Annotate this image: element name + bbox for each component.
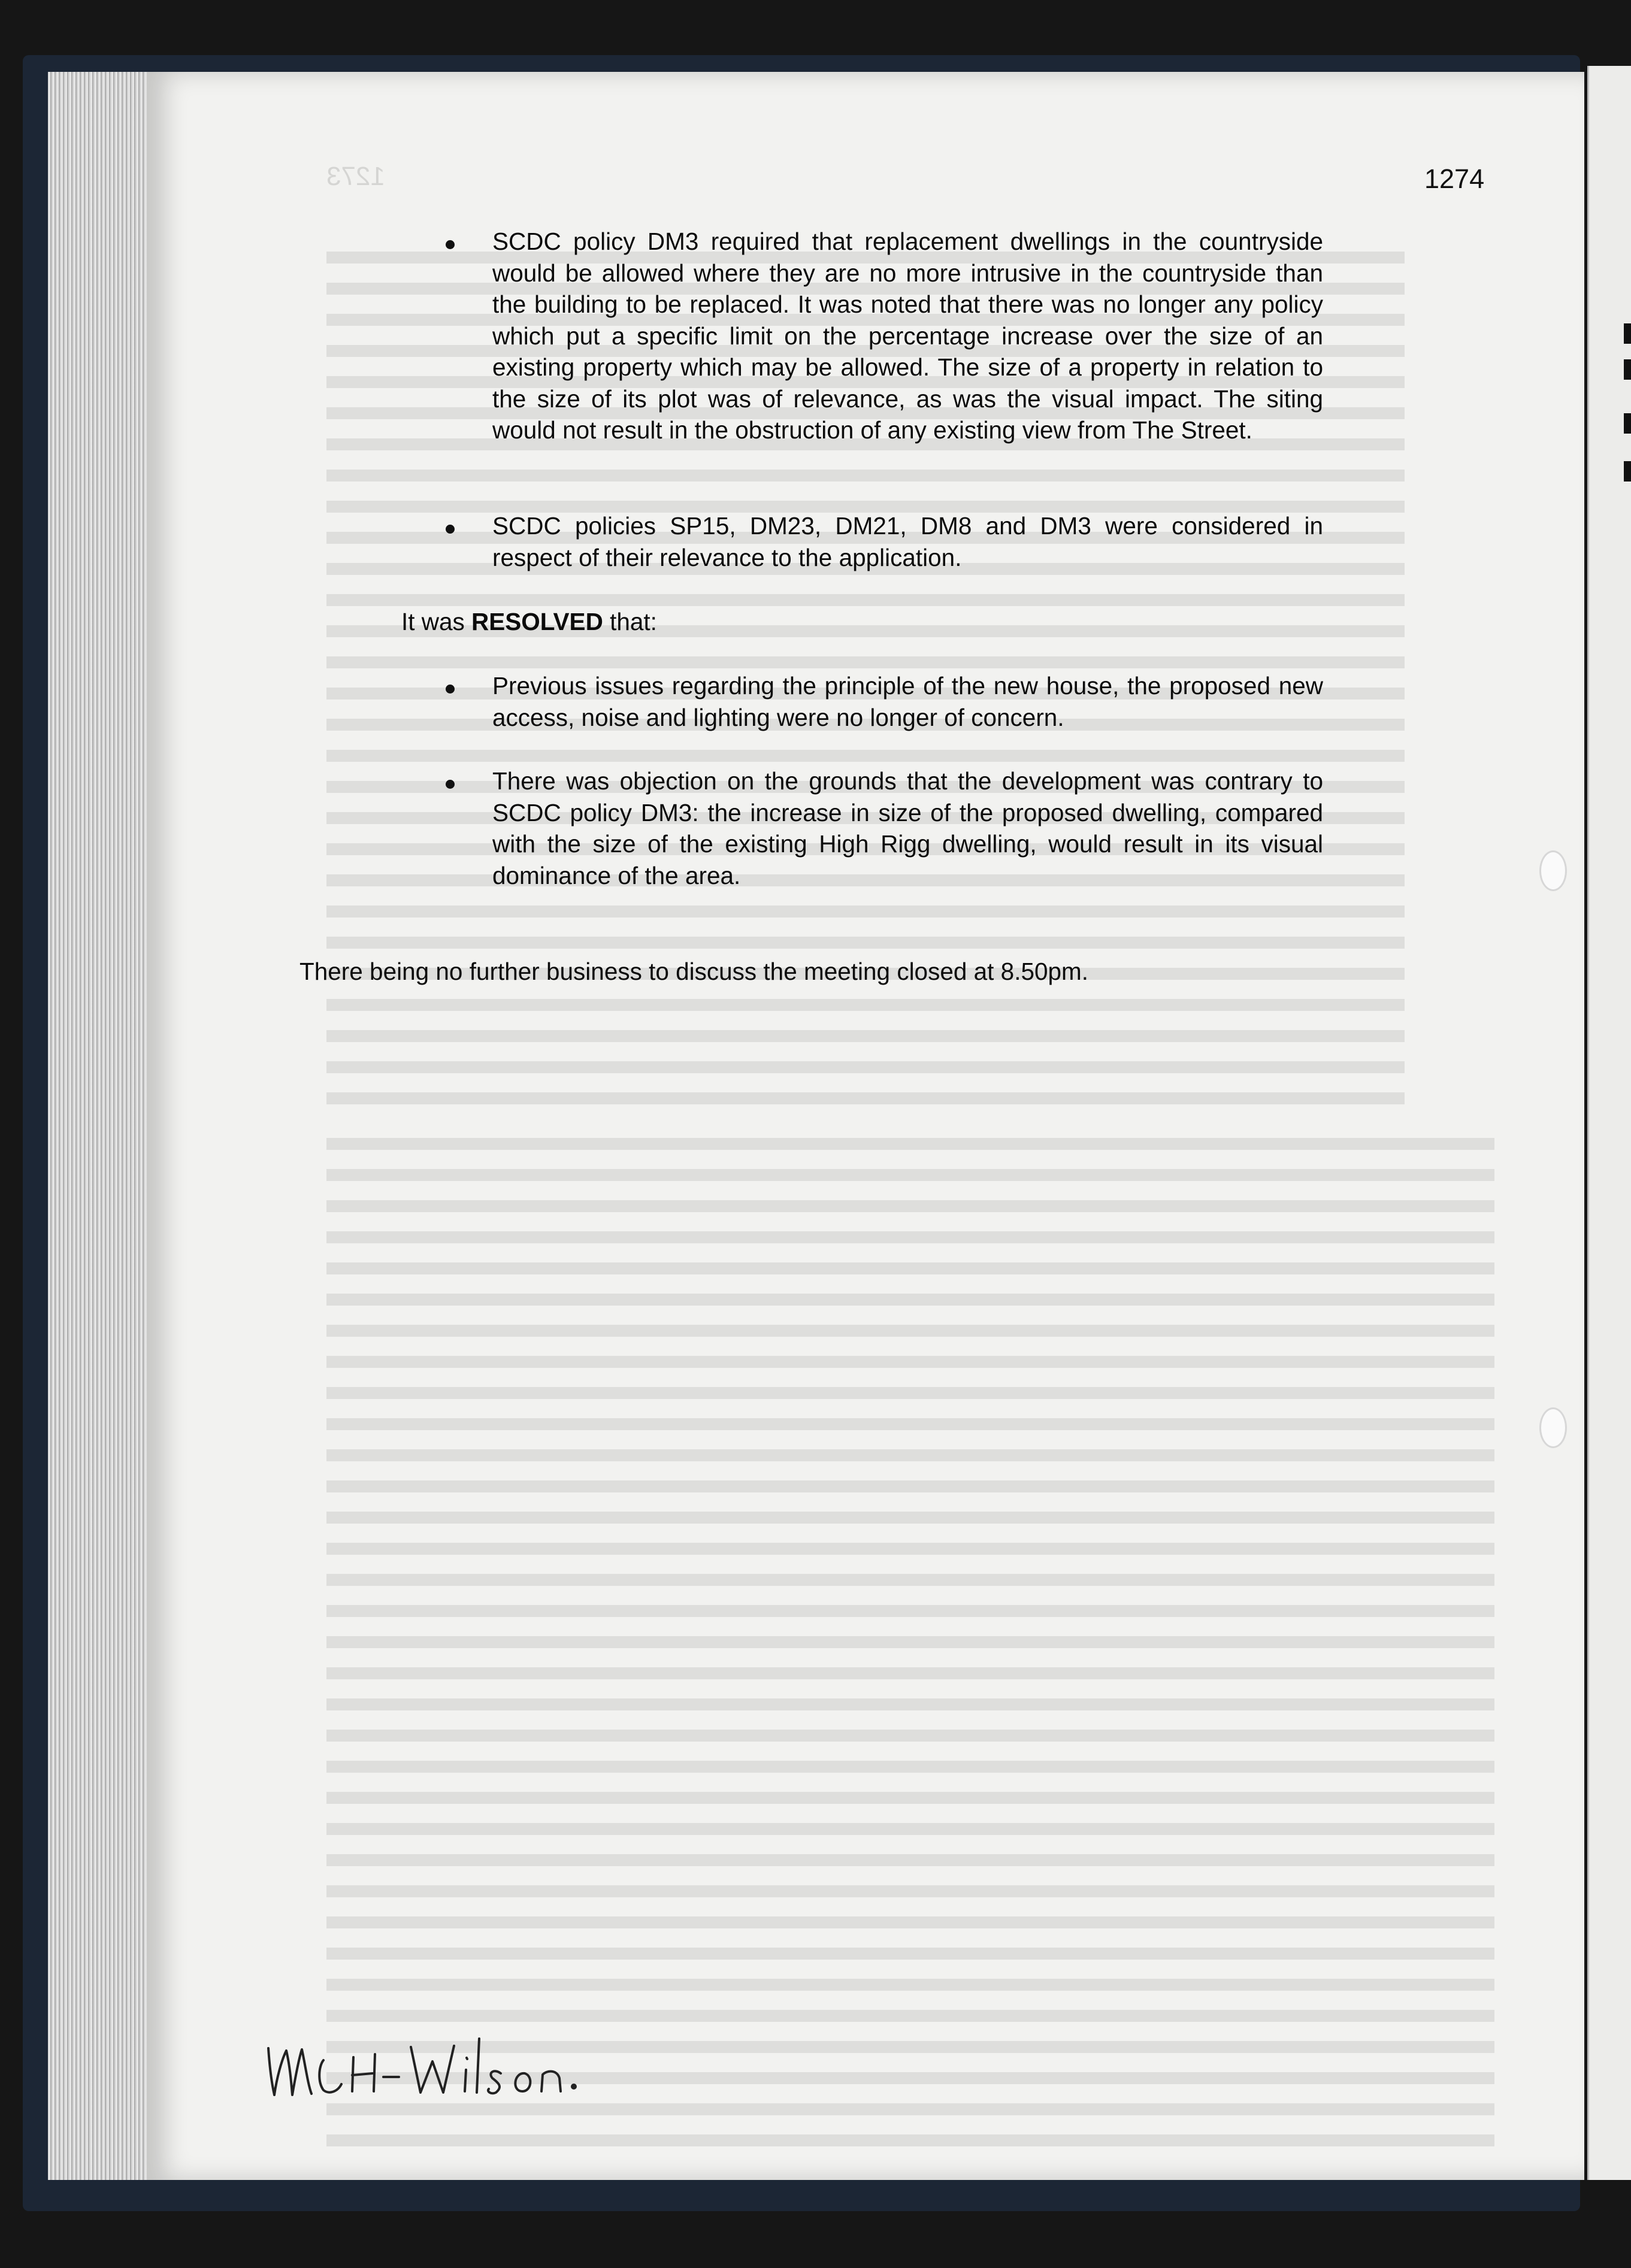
punch-hole — [1539, 850, 1567, 891]
closing-statement: There being no further business to discuss the meeting closed at 8.50pm. — [299, 958, 1089, 985]
policy-dm3-paragraph: SCDC policy DM3 required that replacement dwellings in the countryside would be allowed where they are no more intrusive in the countryside than the building to be replaced. It was noted that there was no longer any policy which put a specific limit on the percentage increase over the size of an existing property which may be allowed. The size of a property in relation to the size of its plot was of relevance, as was the visual impact. The siting would not result in the obstruction of any existing view from The Street. — [492, 228, 1323, 444]
policies-paragraph: SCDC policies SP15, DM23, DM21, DM8 and DM3 were considered in respect of their relevance to the application. — [492, 512, 1323, 571]
bullet-dot — [446, 685, 455, 694]
handwritten-signature — [264, 2024, 623, 2102]
resolved-heading: It was RESOLVED that: — [401, 608, 657, 635]
resolution-point-2: There was objection on the grounds that the development was contrary to SCDC policy DM3: the increase in size of the proposed dwelling, compared with the size of the existing High Rigg dwelling, would result in its visual dominance of the area. — [492, 767, 1323, 889]
bleed-through-block — [326, 1138, 1494, 2156]
punch-hole — [1539, 1407, 1567, 1448]
page-edges — [48, 72, 156, 2180]
page-number: 1274 — [1424, 163, 1485, 194]
bullet-dot — [446, 525, 455, 534]
resolution-point-1: Previous issues regarding the principle of the new house, the proposed new access, noise and lighting were no longer of concern. — [492, 672, 1323, 731]
bleed-through-text: 1273 — [326, 162, 385, 191]
next-page-edge — [1587, 66, 1631, 2180]
bullet-dot — [446, 780, 455, 789]
bullet-dot — [446, 240, 455, 249]
